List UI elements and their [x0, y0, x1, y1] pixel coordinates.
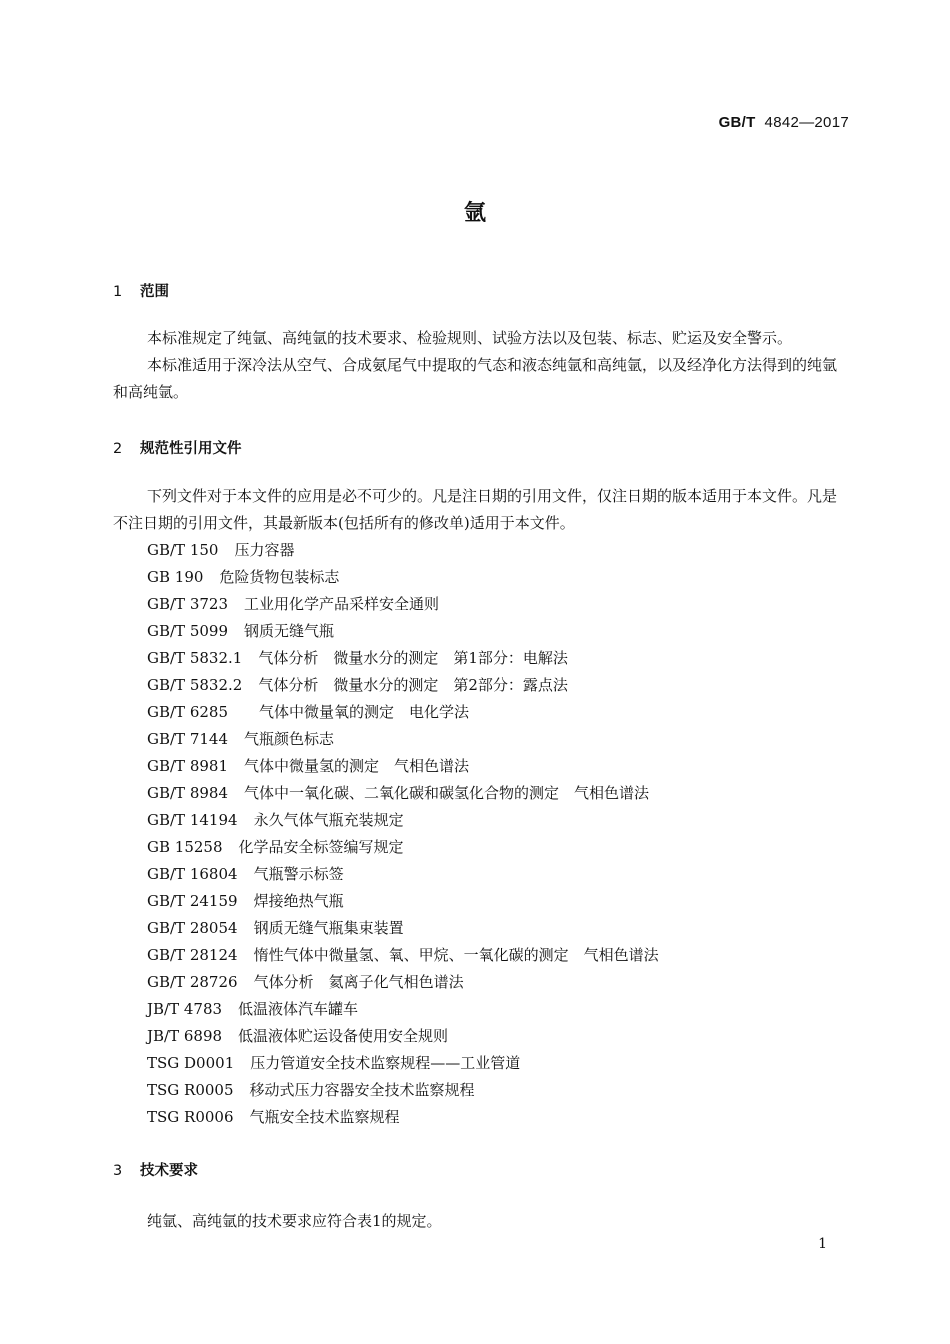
- reference-code: GB/T 28726: [147, 973, 238, 991]
- standard-number: 4842—2017: [764, 114, 849, 131]
- reference-item: [147, 645, 659, 672]
- scope-body: [113, 325, 849, 406]
- reference-code: TSG D0001: [147, 1054, 235, 1072]
- reference-code: GB/T 5832.1: [147, 649, 243, 667]
- section-number: 2: [113, 441, 123, 457]
- reference-item: [147, 888, 659, 915]
- scope-paragraph-2: 本标准适用于深冷法从空气、合成氨尾气中提取的气态和液态纯氩和高纯氩，以及经净化方法得到的纯氩和高纯氩。: [113, 356, 838, 401]
- normative-intro: [113, 483, 849, 537]
- reference-item: [147, 807, 659, 834]
- reference-title: 危险货物包装标志: [219, 568, 340, 586]
- reference-title: 气瓶警示标签: [253, 865, 344, 883]
- reference-title: 气体分析 氦离子化气相色谱法: [253, 973, 464, 991]
- reference-item: [147, 726, 659, 753]
- reference-code: TSG R0006: [147, 1108, 234, 1126]
- reference-item: [147, 1104, 659, 1131]
- reference-code: GB 190: [147, 568, 204, 586]
- reference-item: [147, 672, 659, 699]
- reference-title: 低温液体汽车罐车: [238, 1000, 359, 1018]
- reference-code: GB/T 5099: [147, 622, 229, 640]
- standard-code-header: [719, 114, 849, 131]
- section-title: 技术要求: [140, 1163, 198, 1179]
- reference-title: 焊接绝热气瓶: [253, 892, 344, 910]
- reference-item: [147, 969, 659, 996]
- reference-title: 气体中微量氧的测定 电化学法: [244, 703, 470, 721]
- reference-item: [147, 537, 659, 564]
- reference-item: [147, 1050, 659, 1077]
- reference-title: 气体分析 微量水分的测定 第2部分：露点法: [258, 676, 568, 694]
- reference-code: GB/T 28054: [147, 919, 238, 937]
- section-title: 范围: [140, 284, 169, 300]
- reference-item: [147, 1023, 659, 1050]
- reference-title: 钢质无缝气瓶集束装置: [253, 919, 404, 937]
- section-heading-scope: [113, 280, 169, 301]
- standard-prefix: GB/T: [718, 114, 756, 131]
- document-title: 氩: [463, 201, 486, 226]
- reference-item: [147, 861, 659, 888]
- section-heading-normative-references: [113, 437, 242, 458]
- reference-code: GB/T 6285: [147, 703, 229, 721]
- reference-title: 气体中微量氢的测定 气相色谱法: [244, 757, 470, 775]
- reference-title: 低温液体贮运设备使用安全规则: [238, 1027, 449, 1045]
- section-title: 规范性引用文件: [140, 441, 242, 457]
- reference-title: 化学品安全标签编写规定: [238, 838, 404, 856]
- reference-list: [147, 537, 659, 1131]
- technical-requirements-paragraph: 纯氩、高纯氩的技术要求应符合表1的规定。: [147, 1212, 442, 1230]
- reference-title: 工业用化学产品采样安全通则: [244, 595, 440, 613]
- reference-code: GB/T 14194: [147, 811, 238, 829]
- reference-item: [147, 753, 659, 780]
- reference-item: [147, 591, 659, 618]
- reference-item: [147, 942, 659, 969]
- reference-title: 气瓶安全技术监察规程: [249, 1108, 400, 1126]
- reference-item: [147, 564, 659, 591]
- reference-code: GB/T 24159: [147, 892, 238, 910]
- reference-code: GB/T 8984: [147, 784, 229, 802]
- scope-paragraph-1: 本标准规定了纯氩、高纯氩的技术要求、检验规则、试验方法以及包装、标志、贮运及安全警示。: [147, 329, 793, 347]
- reference-item: [147, 780, 659, 807]
- page-number: 1: [818, 1236, 827, 1252]
- reference-code: JB/T 6898: [147, 1027, 223, 1045]
- reference-title: 气体分析 微量水分的测定 第1部分：电解法: [258, 649, 568, 667]
- reference-item: [147, 1077, 659, 1104]
- reference-title: 压力容器: [234, 541, 295, 559]
- reference-title: 气体中一氧化碳、二氧化碳和碳氢化合物的测定 气相色谱法: [244, 784, 650, 802]
- reference-code: GB/T 5832.2: [147, 676, 243, 694]
- reference-title: 移动式压力容器安全技术监察规程: [249, 1081, 475, 1099]
- reference-title: 永久气体气瓶充装规定: [253, 811, 404, 829]
- section-number: 3: [113, 1163, 123, 1179]
- section-heading-technical-requirements: [113, 1159, 198, 1180]
- reference-item: [147, 618, 659, 645]
- reference-code: JB/T 4783: [147, 1000, 223, 1018]
- reference-title: 气瓶颜色标志: [244, 730, 335, 748]
- normative-intro-paragraph: 下列文件对于本文件的应用是必不可少的。凡是注日期的引用文件，仅注日期的版本适用于本文件。凡是不注日期的引用文件，其最新版本(包括所有的修改单)适用于本文件。: [113, 487, 838, 532]
- reference-code: GB/T 150: [147, 541, 219, 559]
- reference-code: GB/T 16804: [147, 865, 238, 883]
- reference-title: 惰性气体中微量氢、氧、甲烷、一氧化碳的测定 气相色谱法: [253, 946, 659, 964]
- reference-item: [147, 699, 659, 726]
- reference-item: [147, 996, 659, 1023]
- reference-title: 钢质无缝气瓶: [244, 622, 335, 640]
- reference-title: 压力管道安全技术监察规程——工业管道: [250, 1054, 521, 1072]
- technical-requirements-body: [113, 1208, 849, 1235]
- reference-code: GB/T 28124: [147, 946, 238, 964]
- reference-code: GB/T 3723: [147, 595, 229, 613]
- reference-code: GB 15258: [147, 838, 223, 856]
- reference-code: TSG R0005: [147, 1081, 234, 1099]
- reference-item: [147, 915, 659, 942]
- reference-code: GB/T 8981: [147, 757, 229, 775]
- section-number: 1: [113, 284, 123, 300]
- reference-item: [147, 834, 659, 861]
- reference-code: GB/T 7144: [147, 730, 229, 748]
